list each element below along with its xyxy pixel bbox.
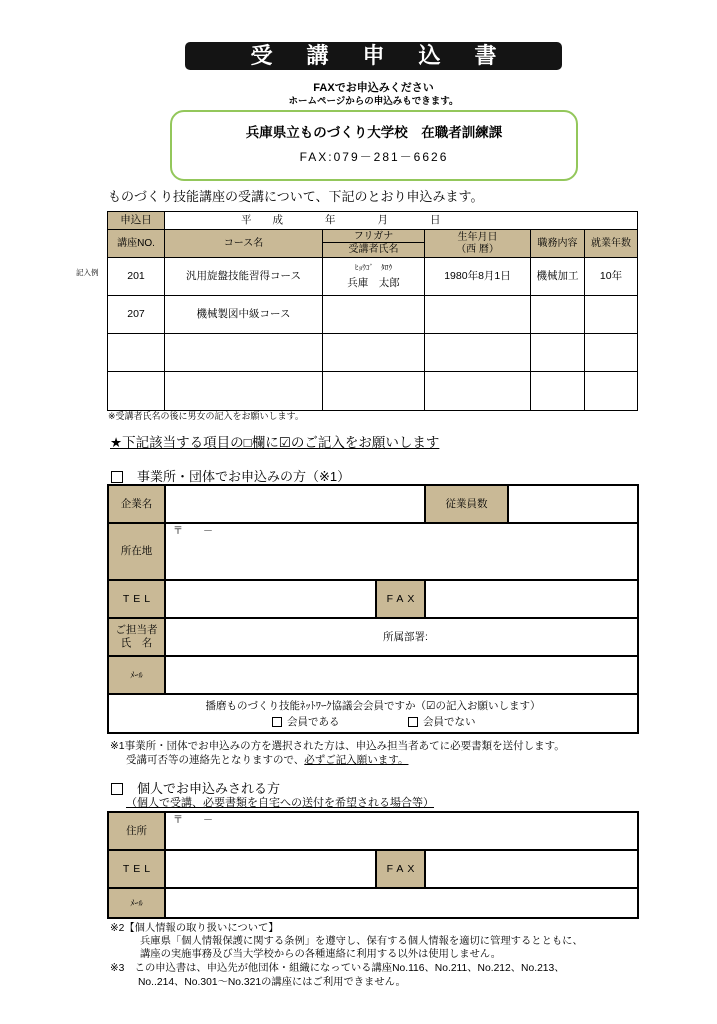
header-row (108, 230, 638, 258)
years-cell[interactable] (585, 372, 638, 411)
individual-tel-field[interactable] (165, 850, 376, 888)
table-row (108, 296, 638, 334)
restriction-line2: No..214、No.301～No.321の講座にはご利用できません。 (138, 977, 406, 988)
individual-table (107, 811, 639, 919)
fax-label: FAX (376, 580, 425, 618)
business-table (107, 484, 639, 734)
member-no-option[interactable] (408, 716, 476, 728)
business-note-line2-text: 受講可否等の連絡先となりますので、 (126, 754, 305, 766)
header-course-name: コース名 (165, 230, 323, 258)
header-trainee-name: 受講者氏名 (348, 244, 399, 255)
individual-email-label: ﾒｰﾙ (108, 888, 165, 918)
member-yes-option[interactable] (272, 716, 340, 728)
web-instruction: ホームページからの申込みもできます。 (288, 96, 459, 107)
intro-text: ものづくり技能講座の受講について、下記のとおり申込みます。 (108, 189, 484, 204)
company-label: 企業名 (108, 485, 165, 523)
header-job: 職務内容 (531, 230, 585, 258)
gender-note: ※受講者氏名の後に男女の記入をお願いします。 (108, 411, 304, 421)
business-section-title: 事業所・団体でお申込みの方（※1） (137, 469, 351, 484)
contact-field-inner (166, 620, 637, 655)
business-note-emphasis: 必ずご記入願います。 (304, 754, 409, 766)
date-field[interactable] (165, 212, 638, 230)
network-membership-cell (108, 694, 638, 733)
company-name-field[interactable] (165, 485, 425, 523)
trainee-name-cell[interactable] (323, 258, 425, 296)
restriction-line1: ※3 この申込書は、申込先が他団体・組織になっている講座No.116、No.211、No.212、No.213、 (110, 963, 565, 974)
job-cell[interactable] (531, 296, 585, 334)
date-label: 申込日 (108, 212, 165, 230)
tel-label: TEL (108, 580, 165, 618)
member-no-checkbox[interactable] (408, 717, 418, 727)
birth-date-cell[interactable]: 1980年8月1日 (425, 258, 531, 296)
date-row (108, 212, 638, 230)
birth-date-cell[interactable] (425, 334, 531, 372)
individual-address-label: 住所 (108, 812, 165, 850)
phone-row (108, 580, 638, 618)
header-course-no: 講座NO. (108, 230, 165, 258)
tel-field[interactable] (165, 580, 376, 618)
trainee-name-cell[interactable] (323, 334, 425, 372)
header-birth-date-label: 生年月日 (457, 231, 498, 243)
privacy-line1: 兵庫県「個人情報保護に関する条例」を遵守し、保有する個人情報を適切に管理するとともに、 (140, 936, 583, 947)
recipient-name: 兵庫県立ものづくり大学校 在職者訓練課 (245, 125, 503, 140)
example-row-label: 記入例 (76, 268, 99, 277)
individual-postal-mark: 〒 － (173, 815, 213, 826)
application-table (107, 211, 638, 411)
individual-fax-field[interactable] (425, 850, 638, 888)
individual-applicant-checkbox[interactable] (111, 783, 123, 795)
recipient-fax-number: FAX:079－281－6626 (299, 150, 449, 164)
header-furigana-name (323, 230, 425, 258)
privacy-line2: 講座の実施事務及び当大学校からの各種連絡に利用する以外は使用しません。 (140, 949, 502, 960)
job-cell[interactable] (531, 372, 585, 411)
member-no-label: 会員でない (423, 716, 476, 728)
individual-email-field[interactable] (165, 888, 638, 918)
date-format-text: 平 成 年 月 日 (241, 214, 441, 226)
contact-row (108, 618, 638, 656)
form-title-bar (185, 42, 562, 70)
course-no-cell[interactable] (108, 372, 165, 411)
member-yes-label: 会員である (287, 716, 340, 728)
years-cell[interactable]: 10年 (585, 258, 638, 296)
individual-address-field[interactable] (165, 812, 638, 850)
email-row (108, 656, 638, 694)
contact-label (108, 618, 165, 656)
trainee-name-cell[interactable] (323, 372, 425, 411)
header-years: 就業年数 (585, 230, 638, 258)
company-row (108, 485, 638, 523)
individual-section-heading (111, 781, 280, 796)
individual-section-title: 個人でお申込みされる方 (137, 781, 281, 796)
recipient-box (170, 110, 578, 181)
contact-label-line1: ご担当者 (115, 624, 158, 636)
individual-fax-label: FAX (376, 850, 425, 888)
header-birth-date (425, 230, 531, 258)
form-title: 受 講 申 込 書 (250, 43, 503, 68)
member-yes-checkbox[interactable] (272, 717, 282, 727)
header-birth-date-note: （西 暦） (456, 243, 499, 255)
trainee-name-cell[interactable] (323, 296, 425, 334)
trainee-name-text: 兵庫 太郎 (347, 277, 400, 289)
address-field[interactable] (165, 523, 638, 580)
years-cell[interactable] (585, 296, 638, 334)
employees-field[interactable] (508, 485, 638, 523)
network-membership-question: 播磨ものづくり技能ﾈｯﾄﾜｰｸ協議会会員ですか（☑の記入お願いします） (205, 700, 541, 712)
birth-date-cell[interactable] (425, 372, 531, 411)
business-note-line2 (126, 754, 408, 767)
furigana-text: ﾋｮｳｺﾞ ﾀﾛｳ (354, 263, 393, 272)
contact-name-field[interactable] (165, 618, 638, 656)
network-inner (109, 696, 637, 731)
table-row (108, 334, 638, 372)
email-label: ﾒｰﾙ (108, 656, 165, 694)
address-row (108, 523, 638, 580)
department-label: 所属部署: (383, 630, 428, 643)
network-row (108, 694, 638, 733)
employees-label: 従業員数 (425, 485, 508, 523)
fax-instruction: FAXでお申込みください (313, 82, 434, 94)
course-no-cell[interactable]: 207 (108, 296, 165, 334)
individual-email-row (108, 888, 638, 918)
individual-address-row (108, 812, 638, 850)
business-applicant-checkbox[interactable] (111, 471, 123, 483)
individual-section-subtitle: （個人で受講、必要書類を自宅への送付を希望される場合等） (126, 797, 434, 809)
business-note-line1: ※1事業所・団体でお申込みの方を選択された方は、申込み担当者あてに必要書類を送付します。 (110, 740, 565, 752)
course-no-cell[interactable] (108, 334, 165, 372)
job-cell[interactable] (531, 334, 585, 372)
individual-phone-row (108, 850, 638, 888)
privacy-title: ※2【個人情報の取り扱いについて】 (110, 923, 279, 934)
contact-label-line2: 氏 名 (120, 637, 153, 649)
checkbox-instruction: ★下記該当する項目の□欄に☑のご記入をお願いします (110, 435, 440, 450)
course-name-cell[interactable]: 汎用旋盤技能習得コース (165, 258, 323, 296)
years-cell[interactable] (585, 334, 638, 372)
table-row (108, 258, 638, 296)
header-furigana: フリガナ (323, 230, 424, 243)
postal-mark: 〒 － (173, 526, 213, 537)
email-field[interactable] (165, 656, 638, 694)
course-name-cell[interactable] (165, 372, 323, 411)
individual-tel-label: TEL (108, 850, 165, 888)
address-label: 所在地 (108, 523, 165, 580)
course-no-cell[interactable]: 201 (108, 258, 165, 296)
table-row (108, 372, 638, 411)
course-name-cell[interactable]: 機械製図中級コース (165, 296, 323, 334)
course-name-cell[interactable] (165, 334, 323, 372)
business-section-heading (111, 469, 350, 484)
birth-date-cell[interactable] (425, 296, 531, 334)
job-cell[interactable]: 機械加工 (531, 258, 585, 296)
fax-field[interactable] (425, 580, 638, 618)
